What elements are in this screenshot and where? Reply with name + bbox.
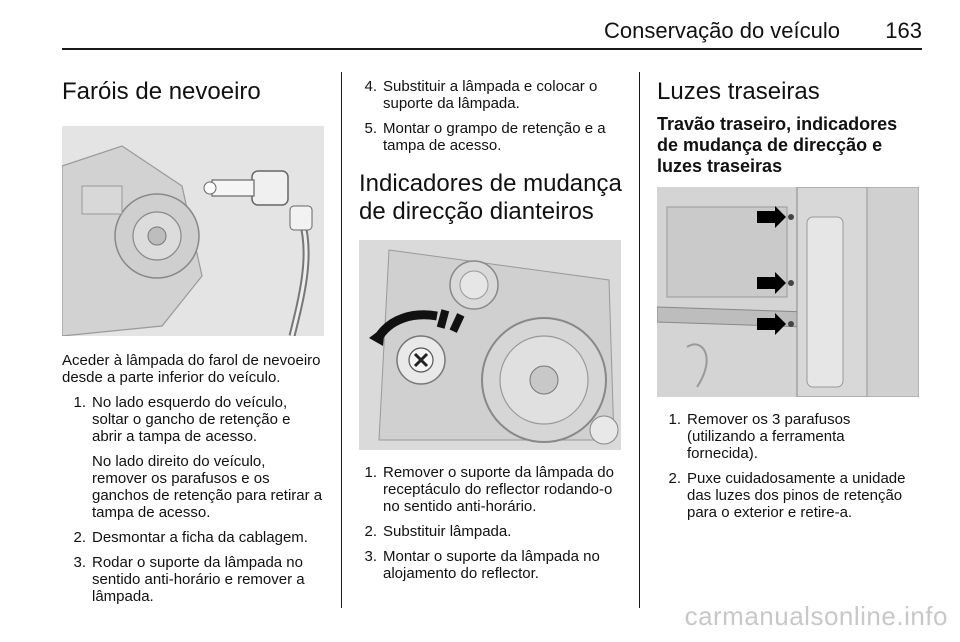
front-indicator-steps [359,464,629,582]
list-item: 2. Puxe cuidadosamente a unidade das luzes dos pinos de retenção para o exterior e retire-a. [668,470,906,521]
column-rear-lights [657,64,919,529]
section-title: Conservação do veículo [603,18,840,43]
front-indicator-illustration [359,240,621,450]
front-indicator-drawing [359,240,621,450]
heading-fog-lights: Faróis de nevoeiro [62,78,261,105]
heading-rear-lights: Luzes traseiras [657,78,820,105]
list-item: 2. Substituir lâmpada. [364,523,512,540]
page-number: 163 [885,18,922,43]
fog-light-intro: Aceder à lâmpada do farol de nevoeiro desde a parte inferior do veículo. [62,352,321,386]
fog-light-illustration [62,126,324,336]
list-item: 5. Montar o grampo de retenção e a tampa de acesso. [364,120,606,154]
list-item: 1. Remover o suporte da lâmpada do receptáculo do reflector rodando-o no sentido anti-horário. [364,464,614,515]
heading-front-indicators: Indicadores de mudança de direcção dianteiros [359,170,622,225]
list-item: 2. Desmontar a ficha da cablagem. [73,529,308,546]
fog-light-bulb-drawing [62,126,324,336]
watermark: carmanualsonline.info [684,601,948,631]
rear-light-drawing [657,187,919,397]
subheading-rear-lights: Travão traseiro, indicadores de mudança de direcção e luzes traseiras [657,114,898,176]
column-fog-lights [62,64,324,613]
list-item: 3. Rodar o suporte da lâmpada no sentido anti-horário e remover a lâmpada. [73,554,305,605]
column-divider [639,72,640,608]
list-item: 1. Remover os 3 parafusos (utilizando a ferramenta fornecida). [668,411,851,462]
rear-light-steps [663,411,919,521]
fog-light-steps [68,394,324,605]
page-header [62,14,922,50]
list-item: 3. Montar o suporte da lâmpada no alojamento do reflector. [364,548,600,582]
rear-light-illustration [657,187,919,397]
list-item: 1. No lado esquerdo do veículo, soltar o gancho de retenção e abrir a tampa de acesso. No lado direito do veículo, remover os parafusos e os ganchos de retenção para retirar a tampa de acesso. [73,394,323,521]
list-item: 4. Substituir a lâmpada e colocar o suporte da lâmpada. [364,78,598,112]
column-divider [341,72,342,608]
fog-light-steps-continued [359,78,629,154]
column-front-indicators [359,64,629,590]
